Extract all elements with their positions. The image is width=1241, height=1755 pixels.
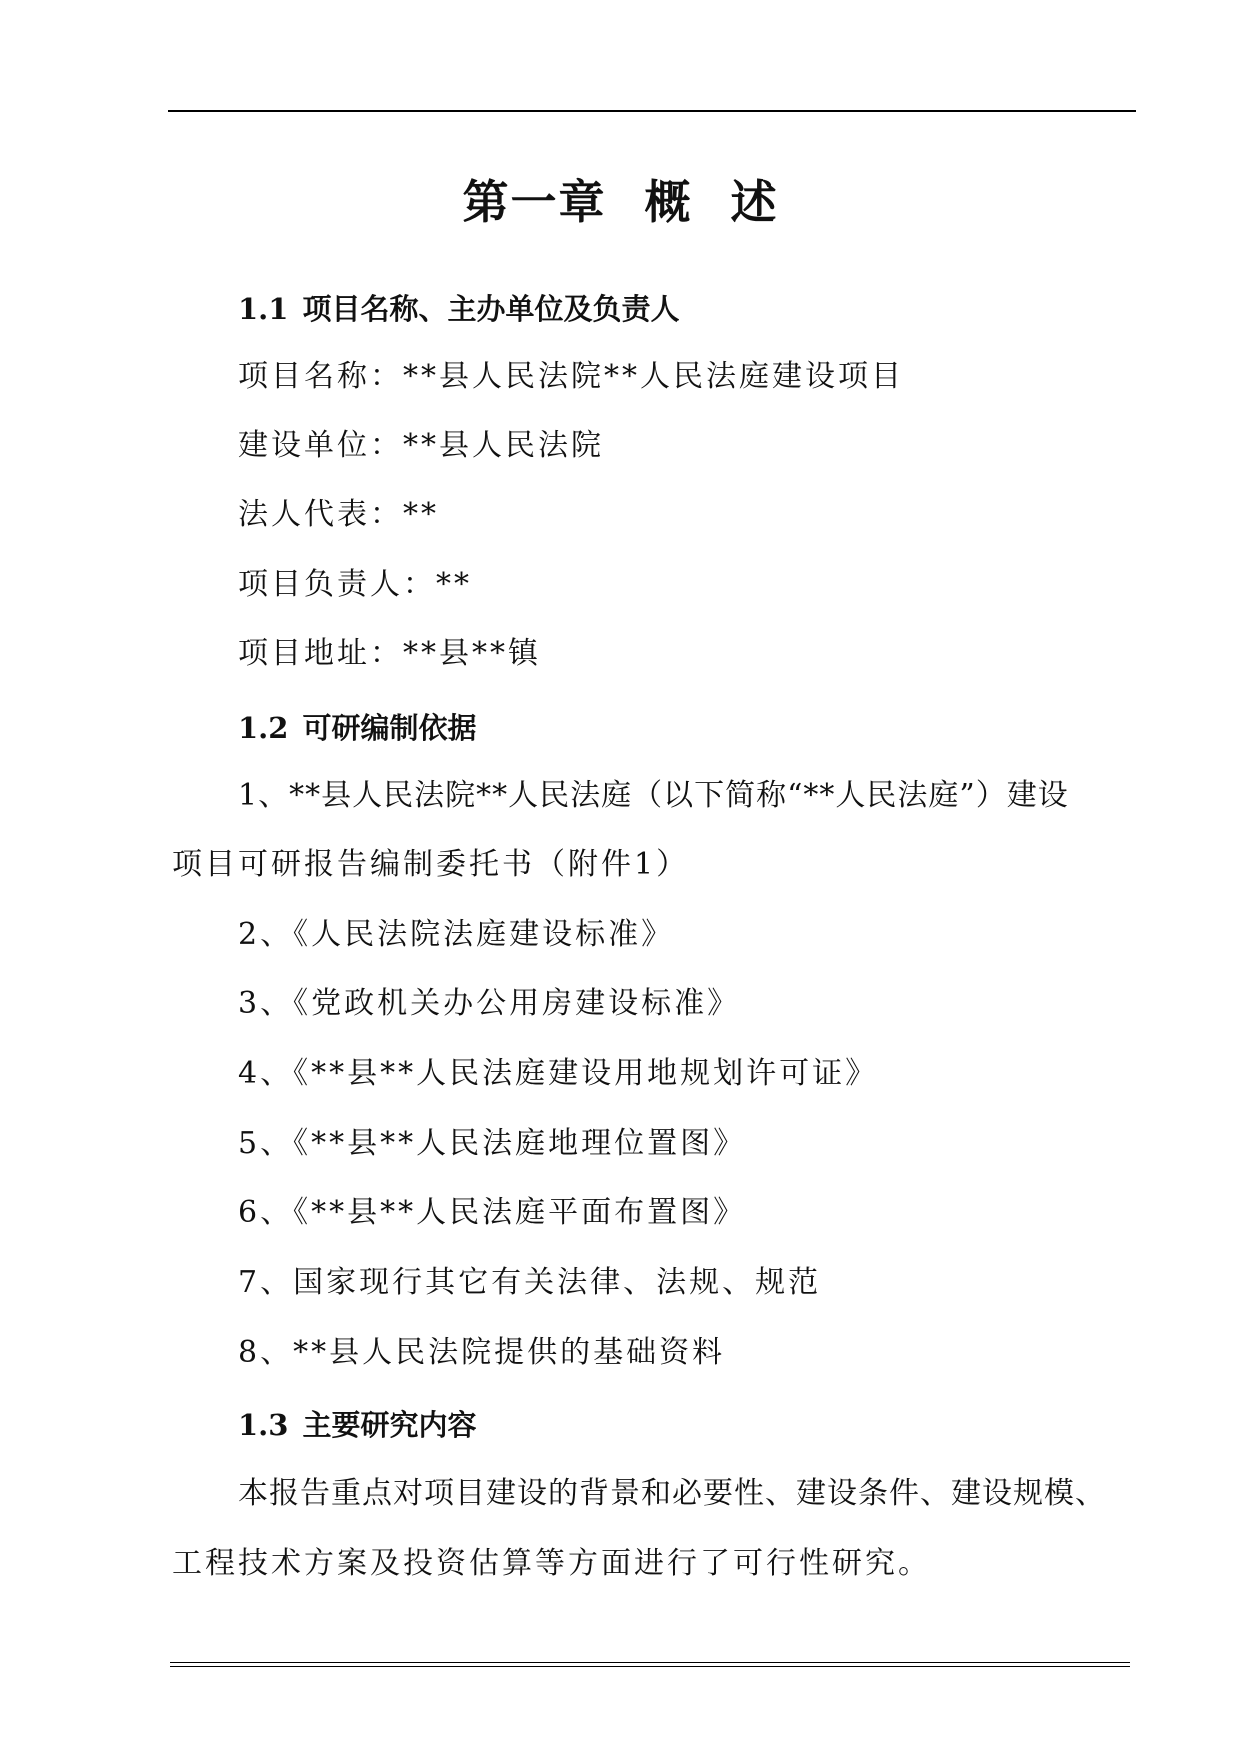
chapter-title-char-1: 概 (644, 175, 693, 229)
section-title: 项目名称、主办单位及负责人 (302, 292, 680, 326)
chapter-number: 第一章 (462, 175, 607, 229)
section-heading (238, 289, 679, 329)
basis-item-6: 6、《**县**人民法庭平面布置图》 (238, 1195, 747, 1230)
section-number: 1.1 (238, 292, 289, 326)
chapter-title (0, 172, 1241, 232)
project-address-line: 项目地址：**县**镇 (238, 636, 541, 671)
header-rule (168, 110, 1136, 112)
basis-item-4: 4、《**县**人民法庭建设用地规划许可证》 (238, 1056, 879, 1091)
basis-item-2: 2、《人民法院法庭建设标准》 (238, 917, 675, 952)
basis-item-8: 8、**县人民法院提供的基础资料 (238, 1335, 726, 1370)
section-title: 主要研究内容 (302, 1408, 477, 1442)
basis-item-3: 3、《党政机关办公用房建设标准》 (238, 986, 741, 1021)
basis-item-1: 1、**县人民法院**人民法庭（以下简称“**人民法庭”）建设 (238, 778, 1069, 813)
builder-line: 建设单位：**县人民法院 (238, 428, 604, 463)
section-title: 可研编制依据 (302, 711, 477, 745)
legal-rep-line: 法人代表：** (238, 497, 439, 532)
project-name-line: 项目名称：**县人民法院**人民法庭建设项目 (238, 359, 904, 394)
section-heading (238, 1405, 476, 1445)
chapter-title-char-2: 述 (730, 175, 779, 229)
basis-item-1-cont: 项目可研报告编制委托书（附件1） (172, 847, 690, 882)
basis-item-5: 5、《**县**人民法庭地理位置图》 (238, 1126, 747, 1161)
section-heading (238, 708, 476, 748)
research-content-line-1: 本报告重点对项目建设的背景和必要性、建设条件、建设规模、 (238, 1476, 1106, 1511)
project-lead-line: 项目负责人：** (238, 567, 472, 602)
section-number: 1.2 (238, 711, 289, 745)
footer-rule (170, 1662, 1130, 1667)
section-number: 1.3 (238, 1408, 289, 1442)
basis-item-7: 7、国家现行其它有关法律、法规、规范 (238, 1265, 822, 1300)
research-content-line-2: 工程技术方案及投资估算等方面进行了可行性研究。 (172, 1546, 931, 1581)
